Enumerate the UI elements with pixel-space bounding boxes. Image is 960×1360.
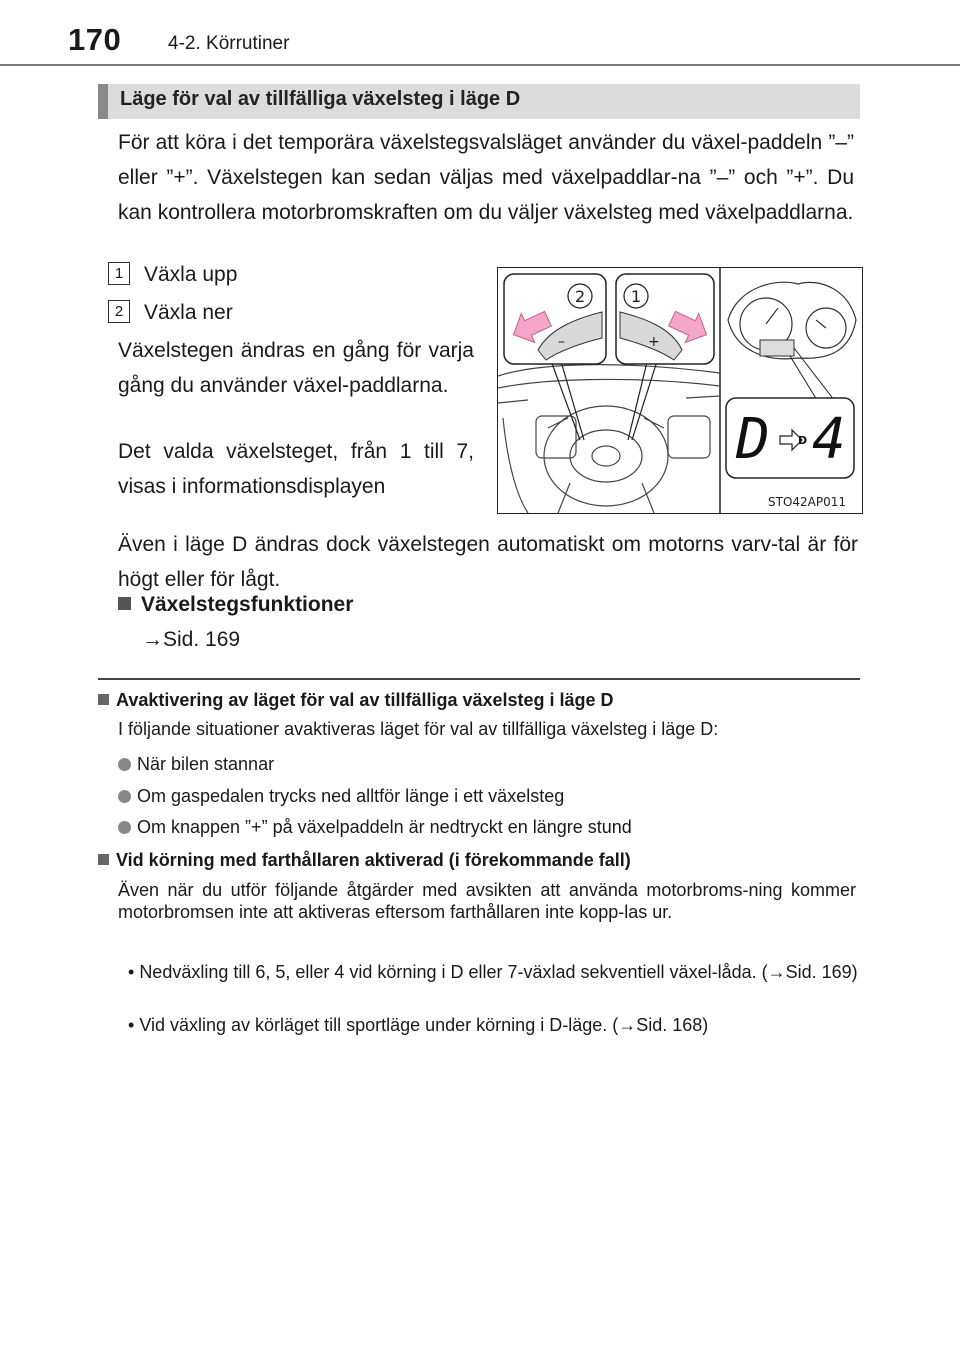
section-banner-marker bbox=[98, 84, 108, 119]
plus-label: + bbox=[648, 334, 660, 350]
bullet-text: Om gaspedalen trycks ned alltför länge i ett växelsteg bbox=[137, 786, 565, 806]
bullet-item bbox=[118, 785, 564, 807]
callout-number: 2 bbox=[108, 300, 130, 323]
note-body: I följande situationer avaktiveras läget för val av tillfälliga växelsteg i läge D: bbox=[118, 719, 719, 739]
intro-paragraph: För att köra i det temporära växelstegsvalsläget använder du växel-paddeln ”–” eller ”+”. Växelstegen kan sedan väljas med växelpaddlar-na ”–” och ”+”. Du kan kontrollera motorbromskraften om du väljer växelsteg med växelpaddlarna. bbox=[118, 131, 854, 224]
auto-shift-note: Även i läge D ändras dock växelstegen automatiskt om motorns varv-tal är för högt eller för lågt. bbox=[118, 533, 858, 591]
square-bullet-icon bbox=[118, 597, 131, 610]
subsection-title: Växelstegsfunktioner bbox=[141, 593, 354, 616]
note-heading-text: Avaktivering av läget för val av tillfälliga växelsteg i läge D bbox=[116, 690, 614, 710]
minus-label: – bbox=[558, 334, 565, 350]
bullet-item bbox=[118, 816, 632, 838]
page-reference-link[interactable]: →Sid. 169 bbox=[142, 628, 241, 651]
display-gear-mode: D bbox=[736, 407, 770, 472]
note-heading-text: Vid körning med farthållaren aktiverad (i förekommande fall) bbox=[116, 850, 631, 870]
bullet-text: Om knappen ”+” på växelpaddeln är nedtryckt en längre stund bbox=[137, 817, 632, 837]
bullet-dot-icon bbox=[118, 790, 131, 803]
description-paddles: Växelstegen ändras en gång för varja gång du använder växel-paddlarna. bbox=[118, 339, 474, 397]
bullet-text: När bilen stannar bbox=[137, 754, 275, 774]
sub-bullet-text: Nedväxling till 6, 5, eller 4 vid körning i D eller 7-växlad sekventiell växel-låda. (→Sid. 169) bbox=[139, 962, 858, 982]
section-title: Läge för val av tillfälliga växelsteg i läge D bbox=[120, 88, 521, 110]
display-small-mode: D bbox=[798, 434, 808, 447]
note-heading-deactivation bbox=[98, 689, 858, 711]
note-body: Även när du utför följande åtgärder med avsikten att använda motorbroms-ning kommer motorbromsen inte att aktiveras eftersom farthållaren inte kopp-las ur. bbox=[118, 880, 856, 922]
sub-bullet-item bbox=[128, 961, 874, 983]
note-heading-cruise-control bbox=[98, 849, 858, 871]
figure-code: STO42AP011 bbox=[768, 495, 847, 509]
item-label: Växla ner bbox=[144, 301, 233, 324]
callout-number: 1 bbox=[108, 262, 130, 285]
subsection-heading bbox=[118, 593, 353, 617]
section-divider bbox=[98, 678, 860, 680]
bullet-dot-icon bbox=[118, 758, 131, 771]
item-label: Växla upp bbox=[144, 263, 238, 286]
display-gear-number: 4 bbox=[812, 407, 846, 472]
description-display: Det valda växelsteget, från 1 till 7, visas i informationsdisplayen bbox=[118, 440, 474, 498]
page-number: 170 bbox=[68, 22, 122, 57]
bullet-item bbox=[118, 753, 274, 775]
sub-bullet-item bbox=[128, 1014, 874, 1036]
square-bullet-icon bbox=[98, 854, 109, 865]
square-bullet-icon bbox=[98, 694, 109, 705]
illustration-svg bbox=[498, 268, 862, 513]
callout-1-label: 1 bbox=[631, 287, 642, 306]
paddle-shift-illustration bbox=[497, 267, 863, 514]
chapter-section: 4-2. Körrutiner bbox=[168, 33, 290, 54]
bullet-dot-icon bbox=[118, 821, 131, 834]
bullet-mark: • bbox=[128, 1015, 140, 1035]
bullet-mark: • bbox=[128, 962, 140, 982]
header-rule bbox=[0, 64, 960, 66]
callout-2-label: 2 bbox=[575, 287, 586, 306]
sub-bullet-text: Vid växling av körläget till sportläge under körning i D-läge. (→Sid. 168) bbox=[139, 1015, 709, 1035]
